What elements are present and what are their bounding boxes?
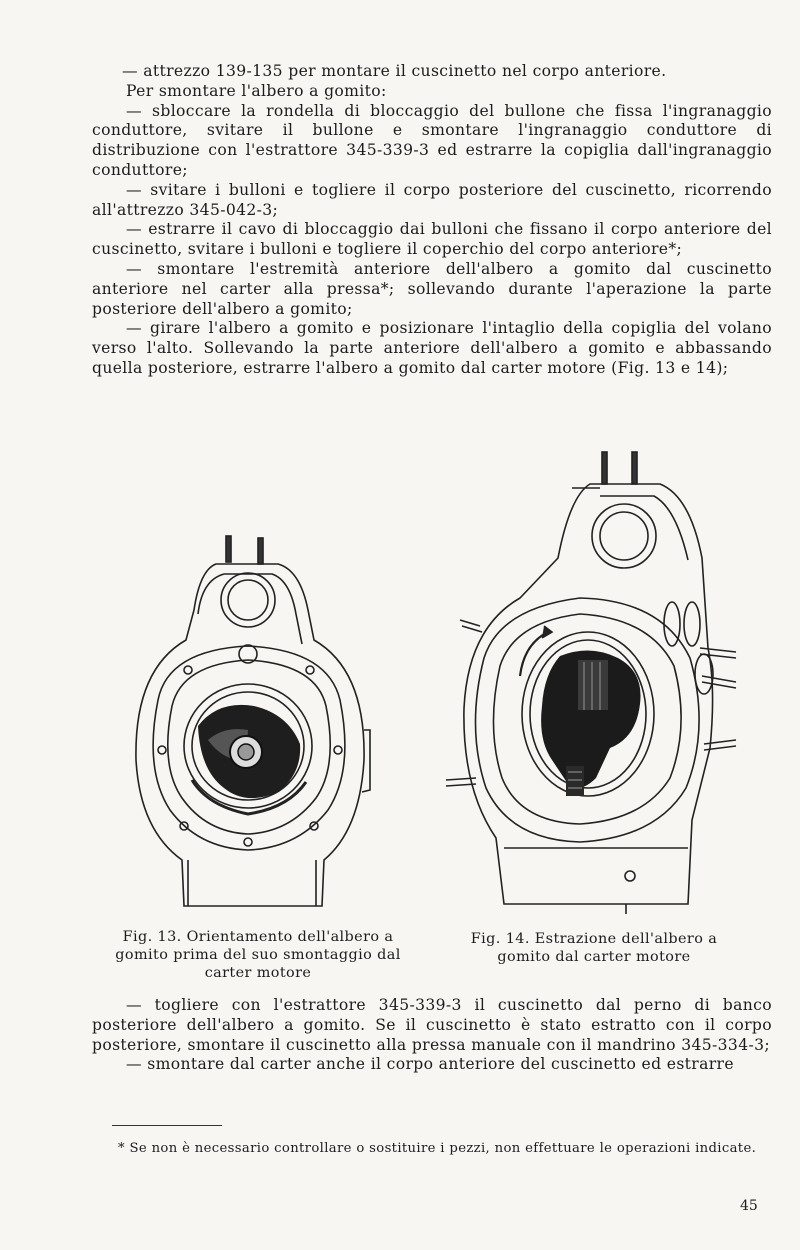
figure-14-caption: Fig. 14. Estrazione dell'albero a gomito dal carter motore <box>470 931 718 965</box>
paragraph: — girare l'albero a gomito e posizionare l'intaglio della copiglia del volano verso l'alto. Sollevando la parte anteriore dell'albero a gomito e abbassando quella posteriore, estrarre l'albero a gomito dal carter motore (Fig. 13 e 14); <box>92 319 772 377</box>
paragraph: — svitare i bulloni e togliere il corpo posteriore del cuscinetto, ricorrendo all'attrezzo 345-042-3; <box>92 180 772 219</box>
figure-13-illustration <box>128 530 374 920</box>
paragraph: — smontare l'estremità anteriore dell'albero a gomito dal cuscinetto anteriore nel carter alla pressa*; sollevando durante l'aperazione la parte posteriore dell'albero a gomito; <box>92 259 772 318</box>
body-text-bottom <box>92 996 772 1075</box>
figure-14-illustration <box>440 448 740 918</box>
body-text-top <box>92 62 772 379</box>
page-number: 45 <box>740 1198 758 1214</box>
paragraph: — estrarre il cavo di bloccaggio dai bulloni che fissano il corpo anteriore del cuscinetto, svitare i bulloni e togliere il coperchio del corpo anteriore*; <box>92 220 772 259</box>
paragraph: Per smontare l'albero a gomito: <box>126 81 387 100</box>
footnote: * Se non è necessario controllare o sostituire i pezzi, non effettuare le operazioni indicate. <box>118 1141 757 1156</box>
paragraph: — togliere con l'estrattore 345-339-3 il cuscinetto dal perno di banco posteriore dell'albero a gomito. Se il cuscinetto è stato estratto con il corpo posteriore, smontare il cuscinetto alla pressa manuale con il mandrino 345-334-3; <box>92 996 772 1054</box>
figure-13-caption: Fig. 13. Orientamento dell'albero a gomito prima del suo smontaggio dal carter motore <box>115 929 401 981</box>
paragraph: — attrezzo 139-135 per montare il cuscinetto nel corpo anteriore. <box>122 62 667 80</box>
paragraph: — smontare dal carter anche il corpo anteriore del cuscinetto ed estrarre <box>126 1055 734 1074</box>
footnote-divider <box>112 1125 222 1126</box>
paragraph: — sbloccare la rondella di bloccaggio del bullone che fissa l'ingranaggio conduttore, svitare il bullone e smontare l'ingranaggio conduttore di distribuzione con l'estrattore 345-339-3 ed estrarre la copiglia dall'ingranaggio conduttore; <box>92 101 772 179</box>
